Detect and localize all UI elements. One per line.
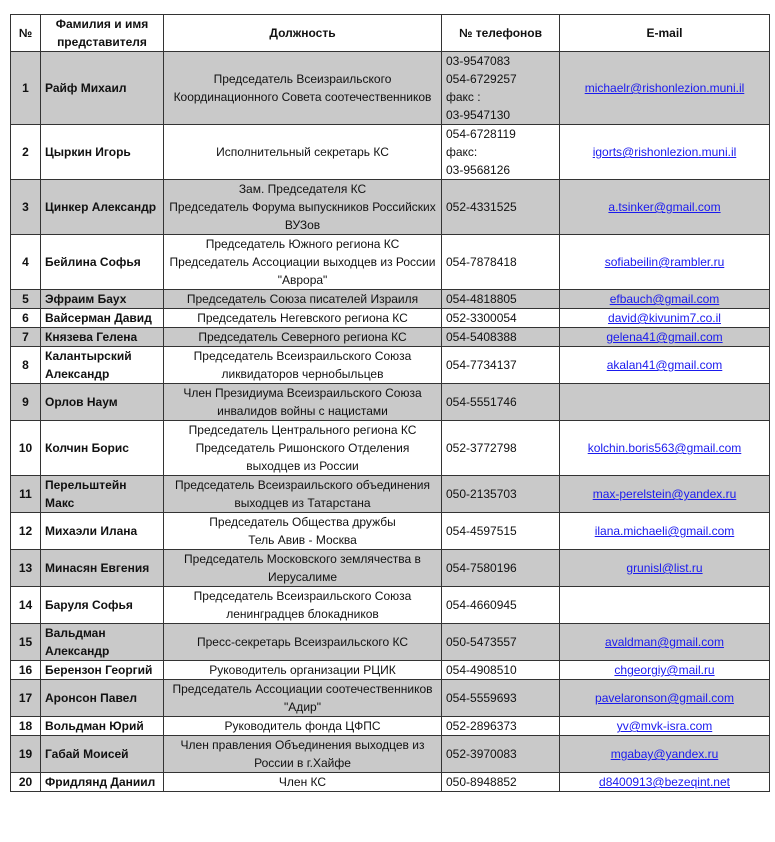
representative-name: Цинкер Александр <box>41 180 164 235</box>
table-row <box>11 421 770 476</box>
position <box>164 587 442 624</box>
position <box>164 624 442 661</box>
header-position: Должность <box>164 15 442 52</box>
position <box>164 773 442 792</box>
email-cell <box>560 624 770 661</box>
table-row <box>11 773 770 792</box>
table-row <box>11 125 770 180</box>
email-cell <box>560 513 770 550</box>
phones <box>442 680 560 717</box>
email-link[interactable]: chgeorgiy@mail.ru <box>614 663 715 677</box>
email-cell <box>560 125 770 180</box>
phones <box>442 773 560 792</box>
row-number: 10 <box>11 421 41 476</box>
table-row <box>11 587 770 624</box>
row-number: 2 <box>11 125 41 180</box>
email-link[interactable]: grunisl@list.ru <box>626 561 703 575</box>
representative-name: Вайсерман Давид <box>41 309 164 328</box>
row-number: 8 <box>11 347 41 384</box>
representative-name: Райф Михаил <box>41 52 164 125</box>
table-row <box>11 309 770 328</box>
row-number: 3 <box>11 180 41 235</box>
position-line: Зам. Председателя КС <box>238 182 367 196</box>
representative-name: Минасян Евгения <box>41 550 164 587</box>
email-cell <box>560 476 770 513</box>
email-link[interactable]: kolchin.boris563@gmail.com <box>587 441 742 455</box>
position <box>164 180 442 235</box>
position <box>164 309 442 328</box>
position <box>164 476 442 513</box>
position-line: Руководитель организации РЦИК <box>209 663 396 677</box>
phone-line: 054-4660945 <box>446 598 517 612</box>
row-number: 12 <box>11 513 41 550</box>
representative-name: Бейлина Софья <box>41 235 164 290</box>
position-line: Исполнительный секретарь КС <box>216 145 389 159</box>
phones <box>442 717 560 736</box>
email-link[interactable]: david@kivunim7.co.il <box>608 311 721 325</box>
table-body <box>11 52 770 792</box>
position <box>164 513 442 550</box>
phone-line: 054-4908510 <box>446 663 517 677</box>
row-number: 19 <box>11 736 41 773</box>
email-link[interactable]: a.tsinker@gmail.com <box>608 200 721 214</box>
representative-name: Эфраим Баух <box>41 290 164 309</box>
email-cell <box>560 421 770 476</box>
phones <box>442 52 560 125</box>
phone-line: 052-3772798 <box>446 441 517 455</box>
phone-line: 054-7580196 <box>446 561 517 575</box>
position-line: Член Президиума Всеизраильского Союза инвалидов войны с нацистами <box>183 386 422 418</box>
email-cell <box>560 180 770 235</box>
phones <box>442 235 560 290</box>
position-line: Пресс-секретарь Всеизраильского КС <box>196 635 409 649</box>
row-number: 5 <box>11 290 41 309</box>
phones <box>442 550 560 587</box>
position-line: Председатель Северного региона КС <box>198 330 407 344</box>
position <box>164 235 442 290</box>
row-number: 15 <box>11 624 41 661</box>
position-line: Председатель Всеизраильского Координационного Совета соотечественников <box>173 72 432 104</box>
email-link[interactable]: akalan41@gmail.com <box>606 358 723 372</box>
table-row <box>11 347 770 384</box>
row-number: 16 <box>11 661 41 680</box>
position <box>164 550 442 587</box>
header-row <box>11 15 770 52</box>
position-line: Председатель Ришонского Отделения выходцев из России <box>195 441 410 473</box>
phones <box>442 513 560 550</box>
representative-name: Орлов Наум <box>41 384 164 421</box>
phone-line: факс: <box>446 145 478 159</box>
email-link[interactable]: pavelaronson@gmail.com <box>595 691 734 705</box>
position <box>164 290 442 309</box>
email-cell <box>560 550 770 587</box>
table-row <box>11 680 770 717</box>
representative-name: Вальдман Александр <box>41 624 164 661</box>
row-number: 1 <box>11 52 41 125</box>
email-link[interactable]: sofiabeilin@rambler.ru <box>604 255 725 269</box>
table-row <box>11 717 770 736</box>
email-link[interactable]: efbauch@gmail.com <box>609 292 720 306</box>
email-cell <box>560 309 770 328</box>
email-link[interactable]: avaldman@gmail.com <box>605 635 724 649</box>
position <box>164 52 442 125</box>
phone-line: 052-3970083 <box>446 747 517 761</box>
row-number: 6 <box>11 309 41 328</box>
email-link[interactable]: gelena41@gmail.com <box>606 330 723 344</box>
phones <box>442 384 560 421</box>
phone-line: 050-8948852 <box>446 775 517 789</box>
email-cell <box>560 52 770 125</box>
representative-name: Фридлянд Даниил <box>41 773 164 792</box>
position <box>164 328 442 347</box>
phone-line: 054-7734137 <box>446 358 517 372</box>
position-line: Член правления Объединения выходцев из России в г.Хайфе <box>180 738 425 770</box>
representative-name: Аронсон Павел <box>41 680 164 717</box>
email-cell <box>560 773 770 792</box>
position-line: Тель Авив - Москва <box>248 533 357 547</box>
email-cell <box>560 290 770 309</box>
phones <box>442 125 560 180</box>
phone-line: 054-5559693 <box>446 691 517 705</box>
representative-name: Берензон Георгий <box>41 661 164 680</box>
table-row <box>11 476 770 513</box>
email-link[interactable]: mgabay@yandex.ru <box>610 747 719 761</box>
email-link[interactable]: max-perelstein@yandex.ru <box>592 487 737 501</box>
row-number: 14 <box>11 587 41 624</box>
phone-line: 050-5473557 <box>446 635 517 649</box>
table-row <box>11 328 770 347</box>
row-number: 7 <box>11 328 41 347</box>
header-phones: № телефонов <box>442 15 560 52</box>
email-cell <box>560 587 770 624</box>
table-row <box>11 736 770 773</box>
phones <box>442 290 560 309</box>
table-row <box>11 384 770 421</box>
phones <box>442 180 560 235</box>
representative-name: Калантырский Александр <box>41 347 164 384</box>
position-line: Председатель Всеизраильского Союза ликвидаторов чернобыльцев <box>193 349 412 381</box>
email-cell <box>560 717 770 736</box>
phone-line: 054-4597515 <box>446 524 517 538</box>
representative-name: Князева Гелена <box>41 328 164 347</box>
phone-line: 050-2135703 <box>446 487 517 501</box>
table-row <box>11 52 770 125</box>
table-row <box>11 290 770 309</box>
phone-line: 054-5551746 <box>446 395 517 409</box>
phone-line: 054-4818805 <box>446 292 517 306</box>
table-row <box>11 661 770 680</box>
phone-line: 03-9547083 <box>446 54 511 68</box>
header-email: E-mail <box>560 15 770 52</box>
email-cell <box>560 328 770 347</box>
phone-line: факс : <box>446 90 481 104</box>
position-line: Член КС <box>278 775 327 789</box>
phones <box>442 421 560 476</box>
position-line: Председатель Союза писателей Израиля <box>186 292 419 306</box>
row-number: 20 <box>11 773 41 792</box>
position <box>164 680 442 717</box>
position-line: Председатель Ассоциации соотечественников "Адир" <box>172 682 433 714</box>
position-line: Руководитель фонда ЦФПС <box>224 719 381 733</box>
position-line: Председатель Форума выпускников Российских ВУЗов <box>169 200 436 232</box>
email-link[interactable]: yv@mvk-isra.com <box>616 719 713 733</box>
phones <box>442 328 560 347</box>
phone-line: 052-2896373 <box>446 719 517 733</box>
header-name: Фамилия и имя представителя <box>41 15 164 52</box>
email-cell <box>560 680 770 717</box>
phone-line: 054-6728119 <box>446 127 516 141</box>
phones <box>442 347 560 384</box>
email-cell <box>560 384 770 421</box>
email-cell <box>560 235 770 290</box>
email-cell <box>560 736 770 773</box>
row-number: 4 <box>11 235 41 290</box>
phone-line: 052-3300054 <box>446 311 517 325</box>
row-number: 11 <box>11 476 41 513</box>
table-row <box>11 513 770 550</box>
position-line: Председатель Ассоциации выходцев из России "Аврора" <box>169 255 436 287</box>
representative-name: Габай Моисей <box>41 736 164 773</box>
phones <box>442 624 560 661</box>
email-cell <box>560 661 770 680</box>
representative-name: Баруля Софья <box>41 587 164 624</box>
position-line: Председатель Общества дружбы <box>209 515 396 529</box>
position <box>164 421 442 476</box>
representative-name: Перельштейн Макс <box>41 476 164 513</box>
email-link[interactable]: ilana.michaeli@gmail.com <box>594 524 735 538</box>
representatives-table <box>10 14 770 792</box>
row-number: 9 <box>11 384 41 421</box>
row-number: 13 <box>11 550 41 587</box>
phone-line: 054-6729257 <box>446 72 517 86</box>
table-row <box>11 180 770 235</box>
phone-line: 054-5408388 <box>446 330 517 344</box>
position <box>164 125 442 180</box>
phone-line: 03-9547130 <box>446 108 511 122</box>
position-line: Председатель Негевского региона КС <box>197 311 408 325</box>
table-row <box>11 550 770 587</box>
representative-name: Михаэли Илана <box>41 513 164 550</box>
position-line: Председатель Всеизраильского Союза ленинградцев блокадников <box>193 589 412 621</box>
phones <box>442 476 560 513</box>
representative-name: Колчин Борис <box>41 421 164 476</box>
table-row <box>11 235 770 290</box>
phone-line: 052-4331525 <box>446 200 517 214</box>
email-link[interactable]: igorts@rishonlezion.muni.il <box>592 145 737 159</box>
representative-name: Цыркин Игорь <box>41 125 164 180</box>
position <box>164 661 442 680</box>
phone-line: 03-9568126 <box>446 163 511 177</box>
position <box>164 717 442 736</box>
email-link[interactable]: d8400913@bezeqint.net <box>599 775 730 789</box>
position <box>164 384 442 421</box>
header-num: № <box>11 15 41 52</box>
phones <box>442 736 560 773</box>
phones <box>442 661 560 680</box>
position-line: Председатель Южного региона КС <box>205 237 400 251</box>
email-link[interactable]: michaelr@rishonlezion.muni.il <box>584 81 745 95</box>
table-row <box>11 624 770 661</box>
representative-name: Вольдман Юрий <box>41 717 164 736</box>
row-number: 17 <box>11 680 41 717</box>
position-line: Председатель Московского землячества в Иерусалиме <box>184 552 421 584</box>
row-number: 18 <box>11 717 41 736</box>
phones <box>442 309 560 328</box>
position <box>164 736 442 773</box>
phones <box>442 587 560 624</box>
position-line: Председатель Всеизраильского объединения выходцев из Татарстана <box>174 478 431 510</box>
phone-line: 054-7878418 <box>446 255 517 269</box>
position <box>164 347 442 384</box>
email-cell <box>560 347 770 384</box>
position-line: Председатель Центрального региона КС <box>188 423 417 437</box>
